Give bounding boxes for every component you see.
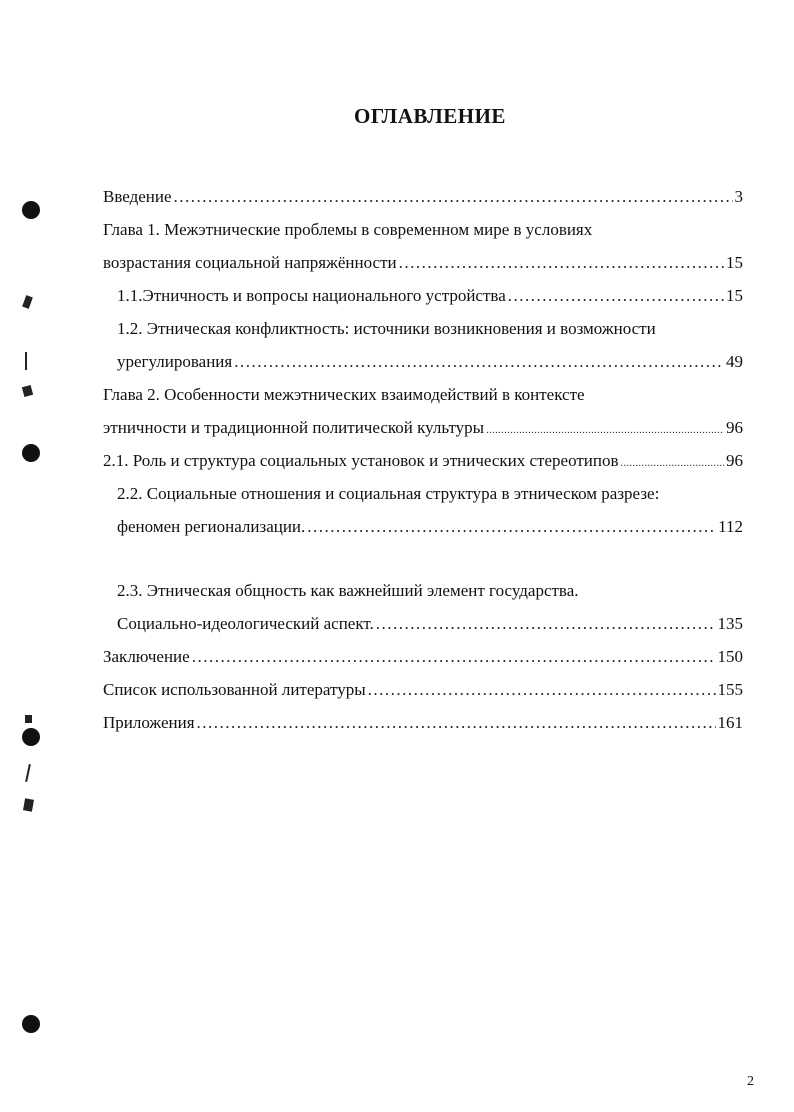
toc-entry bbox=[117, 279, 743, 312]
toc-entry bbox=[117, 345, 743, 378]
toc-leader bbox=[174, 180, 733, 213]
scan-mark bbox=[25, 764, 31, 782]
toc-entry bbox=[103, 444, 743, 477]
toc-page-number: 15 bbox=[726, 253, 743, 272]
toc-entry-text: Введение bbox=[103, 187, 172, 206]
toc-entry bbox=[103, 246, 743, 279]
scan-mark bbox=[22, 385, 33, 397]
scan-mark bbox=[23, 798, 34, 811]
toc-entry-text: Приложения bbox=[103, 713, 195, 732]
toc-entry bbox=[117, 477, 743, 510]
toc-entry-text: Глава 2. Особенности межэтнических взаимодействий в контексте bbox=[103, 385, 585, 404]
punch-hole bbox=[22, 1015, 40, 1033]
toc-leader bbox=[368, 673, 716, 706]
toc-entry-text: урегулирования bbox=[117, 352, 233, 371]
toc-leader bbox=[508, 279, 724, 312]
toc-leader bbox=[197, 706, 716, 739]
toc-entry bbox=[103, 378, 743, 411]
toc-page-number: 150 bbox=[717, 647, 743, 666]
toc-page-number: 3 bbox=[734, 187, 743, 206]
scan-mark bbox=[22, 295, 33, 309]
toc-entry bbox=[117, 607, 743, 640]
toc-entry bbox=[117, 574, 743, 607]
toc-entry bbox=[103, 706, 743, 739]
toc-page-number: 155 bbox=[717, 680, 743, 699]
punch-hole bbox=[22, 444, 40, 462]
toc-page-number: 135 bbox=[717, 614, 743, 633]
toc-entry-text: 2.2. Социальные отношения и социальная структура в этническом разрезе: bbox=[117, 484, 660, 503]
toc-page-number: 161 bbox=[717, 713, 743, 732]
toc-entry-text: Список использованной литературы bbox=[103, 680, 366, 699]
toc-entry-text: Глава 1. Межэтнические проблемы в современном мире в условиях bbox=[103, 220, 593, 239]
punch-hole bbox=[22, 201, 40, 219]
toc-entry bbox=[117, 510, 743, 543]
toc-entry-text: возрастания социальной напряжённости bbox=[103, 253, 397, 272]
toc-leader bbox=[621, 447, 724, 480]
table-of-contents bbox=[103, 180, 743, 739]
toc-page-number: 49 bbox=[726, 352, 743, 371]
toc-entry bbox=[103, 180, 743, 213]
page-number: 2 bbox=[747, 1074, 754, 1089]
toc-page-number: 96 bbox=[726, 451, 743, 470]
toc-page-number: 112 bbox=[718, 517, 743, 536]
scan-mark bbox=[25, 715, 32, 723]
toc-entry-text: 2.1. Роль и структура социальных установок и этнических стереотипов bbox=[103, 451, 619, 470]
toc-page-number: 96 bbox=[726, 418, 743, 437]
page-title: ОГЛАВЛЕНИЕ bbox=[354, 104, 506, 128]
toc-entry-text: этничности и традиционной политической культуры bbox=[103, 418, 485, 437]
toc-entry-text: 1.1.Этничность и вопросы национального устройства bbox=[117, 286, 506, 305]
toc-page-number: 15 bbox=[726, 286, 743, 305]
toc-leader bbox=[399, 246, 724, 279]
toc-leader bbox=[376, 607, 716, 640]
toc-entry-text: 1.2. Этническая конфликтность: источники возникновения и возможности bbox=[117, 319, 656, 338]
toc-entry bbox=[117, 312, 743, 345]
toc-leader bbox=[307, 510, 716, 543]
punch-hole bbox=[22, 728, 40, 746]
toc-entry-text: Заключение bbox=[103, 647, 190, 666]
toc-entry bbox=[103, 213, 743, 246]
spacer bbox=[103, 543, 743, 574]
scan-mark bbox=[25, 352, 27, 370]
toc-entry bbox=[103, 640, 743, 673]
toc-leader bbox=[192, 640, 716, 673]
toc-leader bbox=[486, 414, 724, 447]
toc-leader bbox=[234, 345, 724, 378]
toc-entry-text: Социально-идеологический аспект. bbox=[117, 614, 374, 633]
toc-entry bbox=[103, 673, 743, 706]
toc-entry-text: феномен регионализации. bbox=[117, 517, 306, 536]
toc-entry-text: 2.3. Этническая общность как важнейший элемент государства. bbox=[117, 581, 579, 600]
toc-entry bbox=[103, 411, 743, 444]
